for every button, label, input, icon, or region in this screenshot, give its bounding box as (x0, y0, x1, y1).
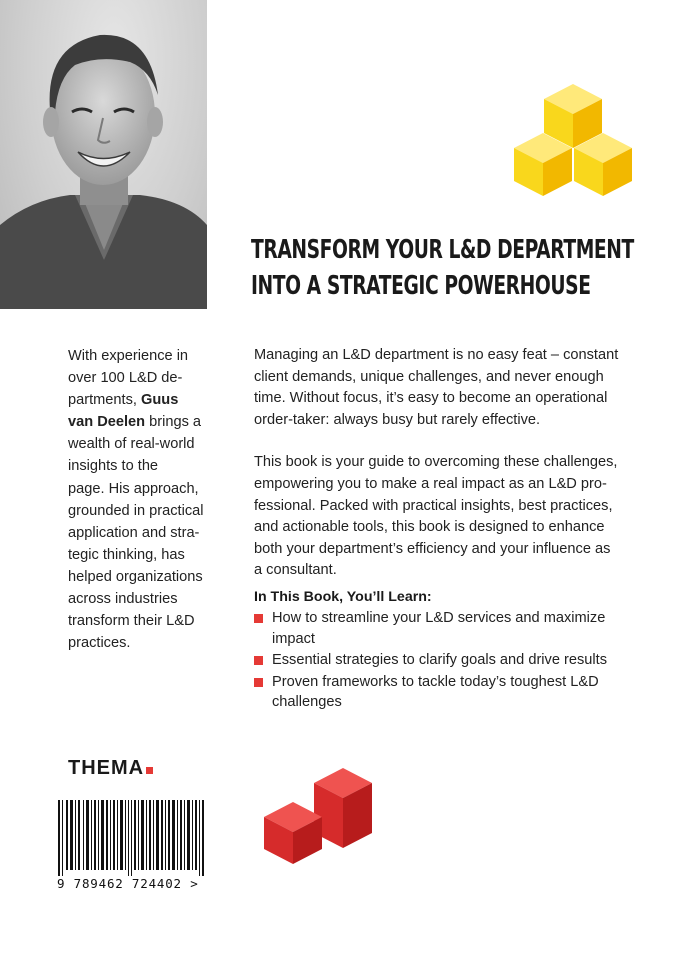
bio-line: helped organizations (68, 568, 203, 585)
headline-line-2: INTO A STRATEGIC POWERHOUSE (251, 271, 591, 301)
yellow-cubes-graphic (514, 84, 632, 196)
bio-line: transform their L&D (68, 613, 195, 630)
blurb (254, 345, 624, 603)
bio-line: With experience in (68, 348, 189, 364)
bio-line: over 100 L&D de- (68, 370, 183, 387)
learn-list (254, 608, 644, 714)
blurb-paragraph-2: This book is your guide to overcoming these challenges, empowering you to make a real impact as an L&D pro- fessional. Packed with practical insights, best practices, and actionable tools, this book is designed to enhance both your department’s efficiency and your influence as a consultant. (254, 454, 618, 579)
bio-line: tegic thinking, has (68, 546, 185, 563)
publisher-logo (68, 757, 153, 780)
bio-line: insights to the (68, 458, 159, 475)
bio-line: page. His approach, (68, 480, 199, 497)
headline (251, 232, 634, 304)
bio-line: partments, Guus (68, 392, 179, 409)
author-last-name: van Deelen (68, 414, 146, 431)
author-portrait-icon (0, 0, 207, 309)
list-item: Proven frameworks to tackle today’s toughest L&D challenges (254, 672, 644, 713)
list-item: Essential strategies to clarify goals and drive results (254, 650, 644, 671)
list-item: How to streamline your L&D services and maximize impact (254, 608, 644, 649)
barcode-icon (58, 800, 208, 876)
headline-line-1: TRANSFORM YOUR L&D DEPARTMENT (251, 235, 634, 265)
author-bio (68, 345, 218, 654)
bio-line: application and stra- (68, 524, 200, 541)
red-cubes-graphic (264, 768, 374, 864)
red-square-bullet-icon (254, 678, 263, 687)
bio-line: wealth of real-world (68, 436, 195, 453)
bio-line: grounded in practical (68, 502, 204, 519)
red-dot-icon (146, 767, 153, 774)
blurb-paragraph-1: Managing an L&D department is no easy feat – constant client demands, unique challenges, and never enough time. Without focus, it’s easy to become an operational order-taker: always busy but rarely effective. (254, 347, 619, 428)
red-square-bullet-icon (254, 656, 263, 665)
isbn-number: 9 789462 724402 > (57, 876, 199, 891)
author-photo (0, 0, 207, 309)
learn-heading: In This Book, You’ll Learn: (254, 589, 432, 605)
red-square-bullet-icon (254, 614, 263, 623)
bio-line: van Deelen brings a (68, 414, 202, 431)
publisher-name: THEMA (68, 757, 145, 779)
author-first-name: Guus (141, 392, 179, 409)
bio-line: across industries (68, 591, 178, 608)
bio-line: practices. (68, 635, 131, 652)
